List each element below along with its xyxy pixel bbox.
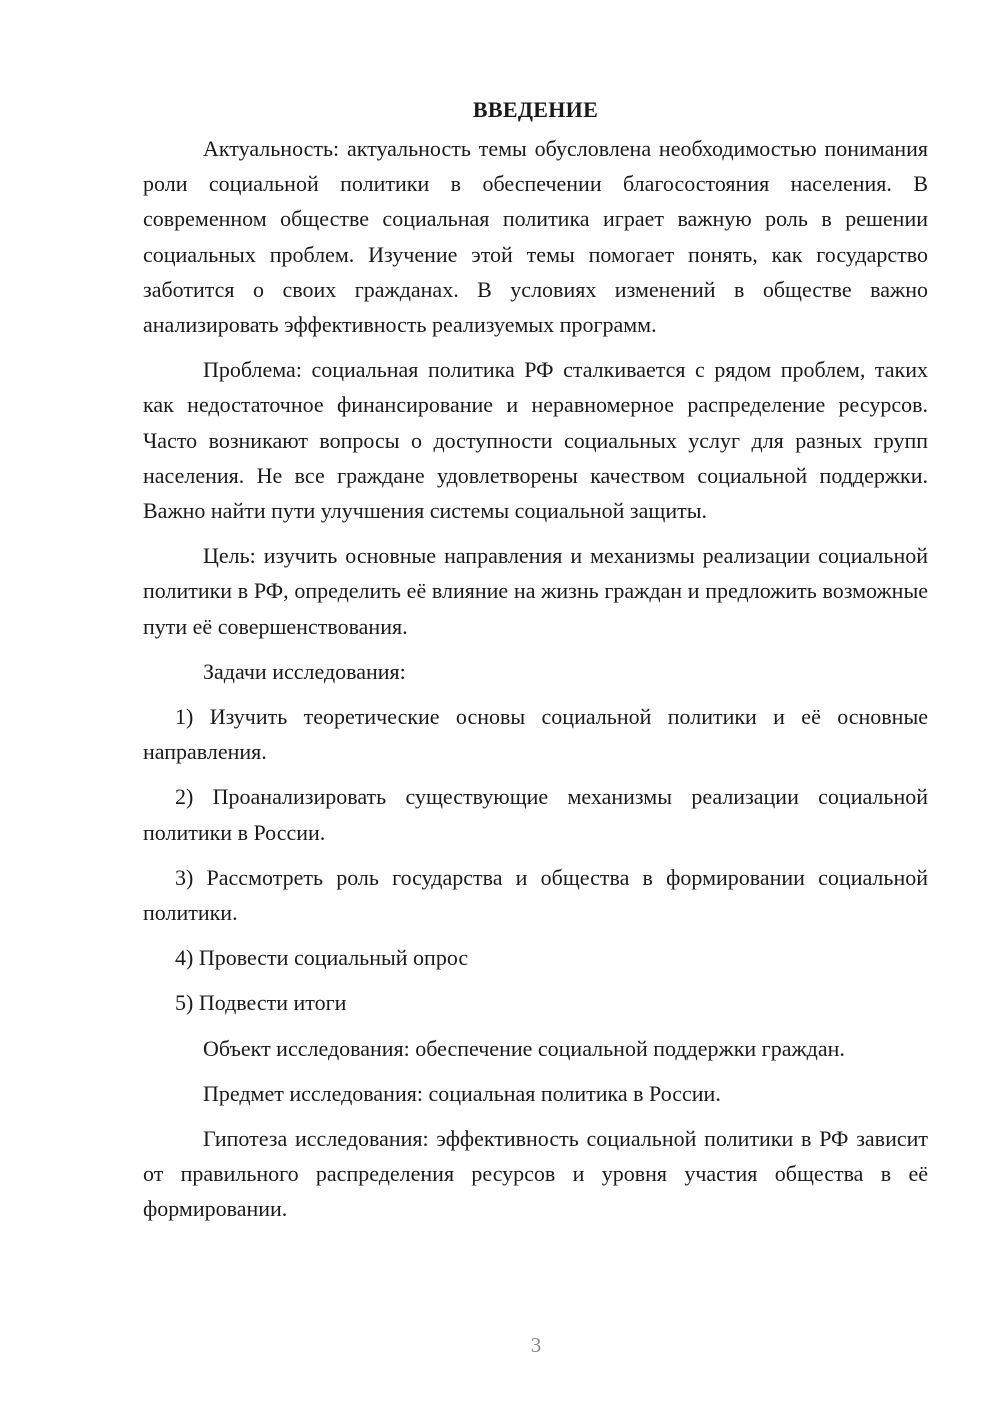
problem-paragraph: Проблема: социальная политика РФ сталкивается с рядом проблем, таких как недостаточное финансирование и неравномерное распределение ресурсов. Часто возникают вопросы о доступности социальных услуг для разных групп населения. Не все граждане удовлетворены качеством социальной поддержки. Важно найти пути улучшения системы социальной защиты. xyxy=(143,357,928,524)
page-content xyxy=(143,92,928,1227)
subject-paragraph: Предмет исследования: социальная политика в России. xyxy=(203,1080,721,1106)
task-item-3: 3) Рассмотреть роль государства и общества в формировании социальной политики. xyxy=(143,864,928,926)
goal-paragraph: Цель: изучить основные направления и механизмы реализации социальной политики в РФ, определить её влияние на жизнь граждан и предложить возможные пути её совершенствования. xyxy=(143,543,928,639)
relevance-paragraph: Актуальность: актуальность темы обусловлена необходимостью понимания роли социальной политики в обеспечении благосостояния населения. В современном обществе социальная политика играет важную роль в решении социальных проблем. Изучение этой темы помогает понять, как государство заботится о своих гражданах. В условиях изменений в обществе важно анализировать эффективность реализуемых программ. xyxy=(143,136,928,338)
task-item-1: 1) Изучить теоретические основы социальной политики и её основные направления. xyxy=(143,704,928,765)
hypothesis-paragraph: Гипотеза исследования: эффективность социальной политики в РФ зависит от правильного распределения ресурсов и уровня участия общества в её формировании. xyxy=(143,1126,928,1222)
page-title: ВВЕДЕНИЕ xyxy=(472,97,599,122)
task-item-4: 4) Провести социальный опрос xyxy=(175,945,469,971)
object-paragraph: Объект исследования: обеспечение социальной поддержки граждан. xyxy=(203,1035,845,1061)
task-item-2: 2) Проанализировать существующие механизмы реализации социальной политики в России. xyxy=(143,784,928,845)
tasks-title: Задачи исследования: xyxy=(203,658,406,684)
page-number: 3 xyxy=(530,1333,542,1357)
task-item-5: 5) Подвести итоги xyxy=(175,990,347,1016)
tasks-list xyxy=(143,699,928,1021)
